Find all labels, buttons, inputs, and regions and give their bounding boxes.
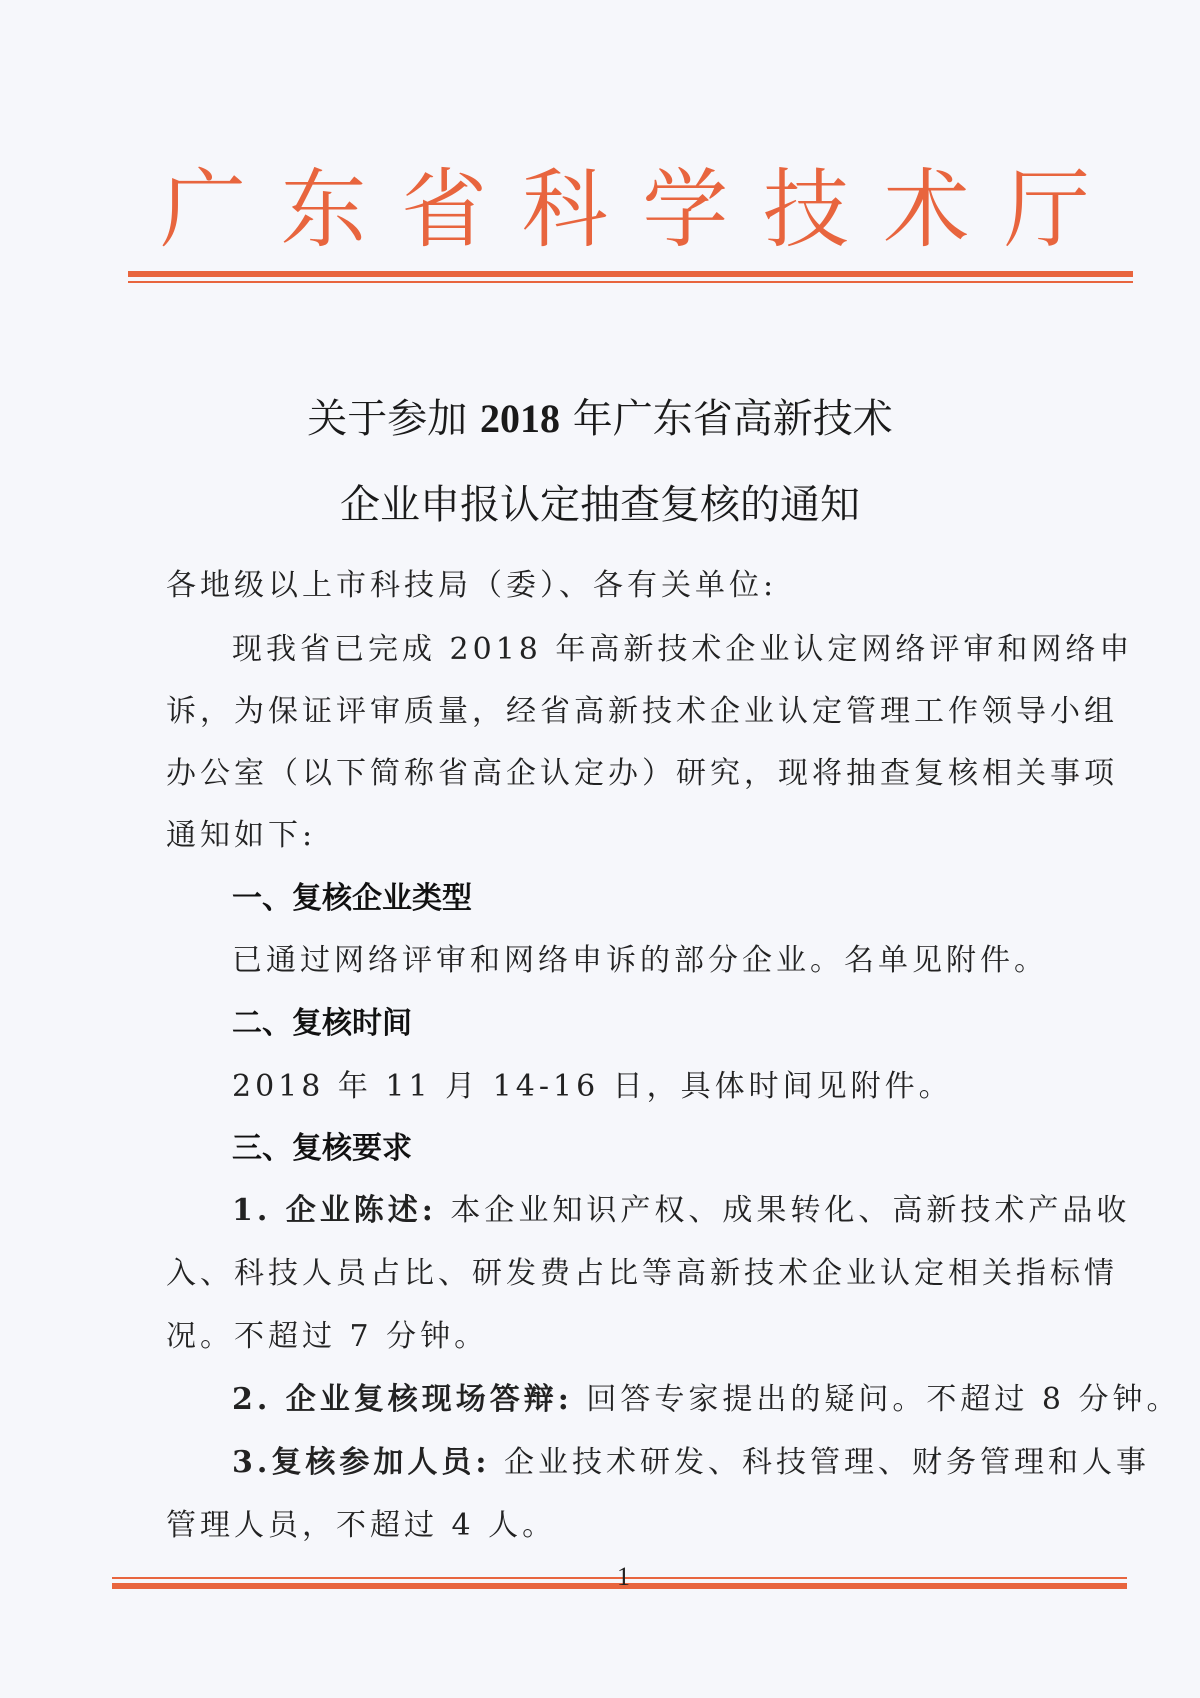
requirement-item-1: 1. 企业陈述: 本企业知识产权、成果转化、高新技术产品收	[232, 1193, 1131, 1228]
letterhead-char: 学	[642, 160, 729, 260]
section-body-2: 2018 年 11 月 14-16 日，具体时间见附件。	[232, 1069, 953, 1104]
section-body-1: 已通过网络评审和网络申诉的部分企业。名单见附件。	[232, 943, 1048, 978]
page-number: 1	[617, 1562, 630, 1591]
section-heading-2: 二、复核时间	[232, 1006, 412, 1041]
letterhead-rule-thin	[128, 281, 1133, 283]
requirement-label: 3.复核参加人员:	[232, 1445, 491, 1480]
letterhead-char: 厅	[1003, 160, 1090, 260]
title-year: 2018	[480, 396, 560, 441]
requirement-item-3: 3.复核参加人员: 企业技术研发、科技管理、财务管理和人事	[232, 1445, 1150, 1480]
document-title-line1: 关于参加 2018 年广东省高新技术	[307, 396, 893, 442]
intro-line: 现我省已完成 2018 年高新技术企业认定网络评审和网络申	[232, 632, 1134, 667]
letterhead-char: 术	[883, 160, 970, 260]
intro-line: 通知如下:	[166, 818, 317, 853]
letterhead-char: 省	[401, 160, 488, 260]
letterhead-char: 科	[521, 160, 608, 260]
letterhead-rule-thick	[128, 271, 1133, 277]
letterhead-char: 技	[762, 160, 849, 260]
letterhead-char: 广	[160, 160, 246, 260]
document-title-line2: 企业申报认定抽查复核的通知	[340, 482, 860, 528]
requirement-label: 1. 企业陈述:	[232, 1193, 437, 1228]
section-heading-1: 一、复核企业类型	[232, 881, 472, 916]
section-heading-3: 三、复核要求	[232, 1131, 412, 1166]
letterhead-char: 东	[280, 160, 367, 260]
intro-line: 办公室（以下简称省高企认定办）研究，现将抽查复核相关事项	[166, 756, 1118, 791]
requirement-item-1-cont: 入、科技人员占比、研发费占比等高新技术企业认定相关指标情	[166, 1256, 1118, 1291]
requirement-label: 2. 企业复核现场答辩:	[232, 1382, 573, 1417]
requirement-item-2: 2. 企业复核现场答辩: 回答专家提出的疑问。不超过 8 分钟。	[232, 1382, 1181, 1417]
salutation: 各地级以上市科技局（委）、各有关单位:	[166, 568, 778, 603]
requirement-item-3-cont: 管理人员，不超过 4 人。	[166, 1508, 557, 1543]
requirement-item-1-cont: 况。不超过 7 分钟。	[166, 1319, 489, 1354]
letterhead-org-name	[160, 160, 1090, 260]
intro-line: 诉，为保证评审质量，经省高新技术企业认定管理工作领导小组	[166, 694, 1118, 729]
